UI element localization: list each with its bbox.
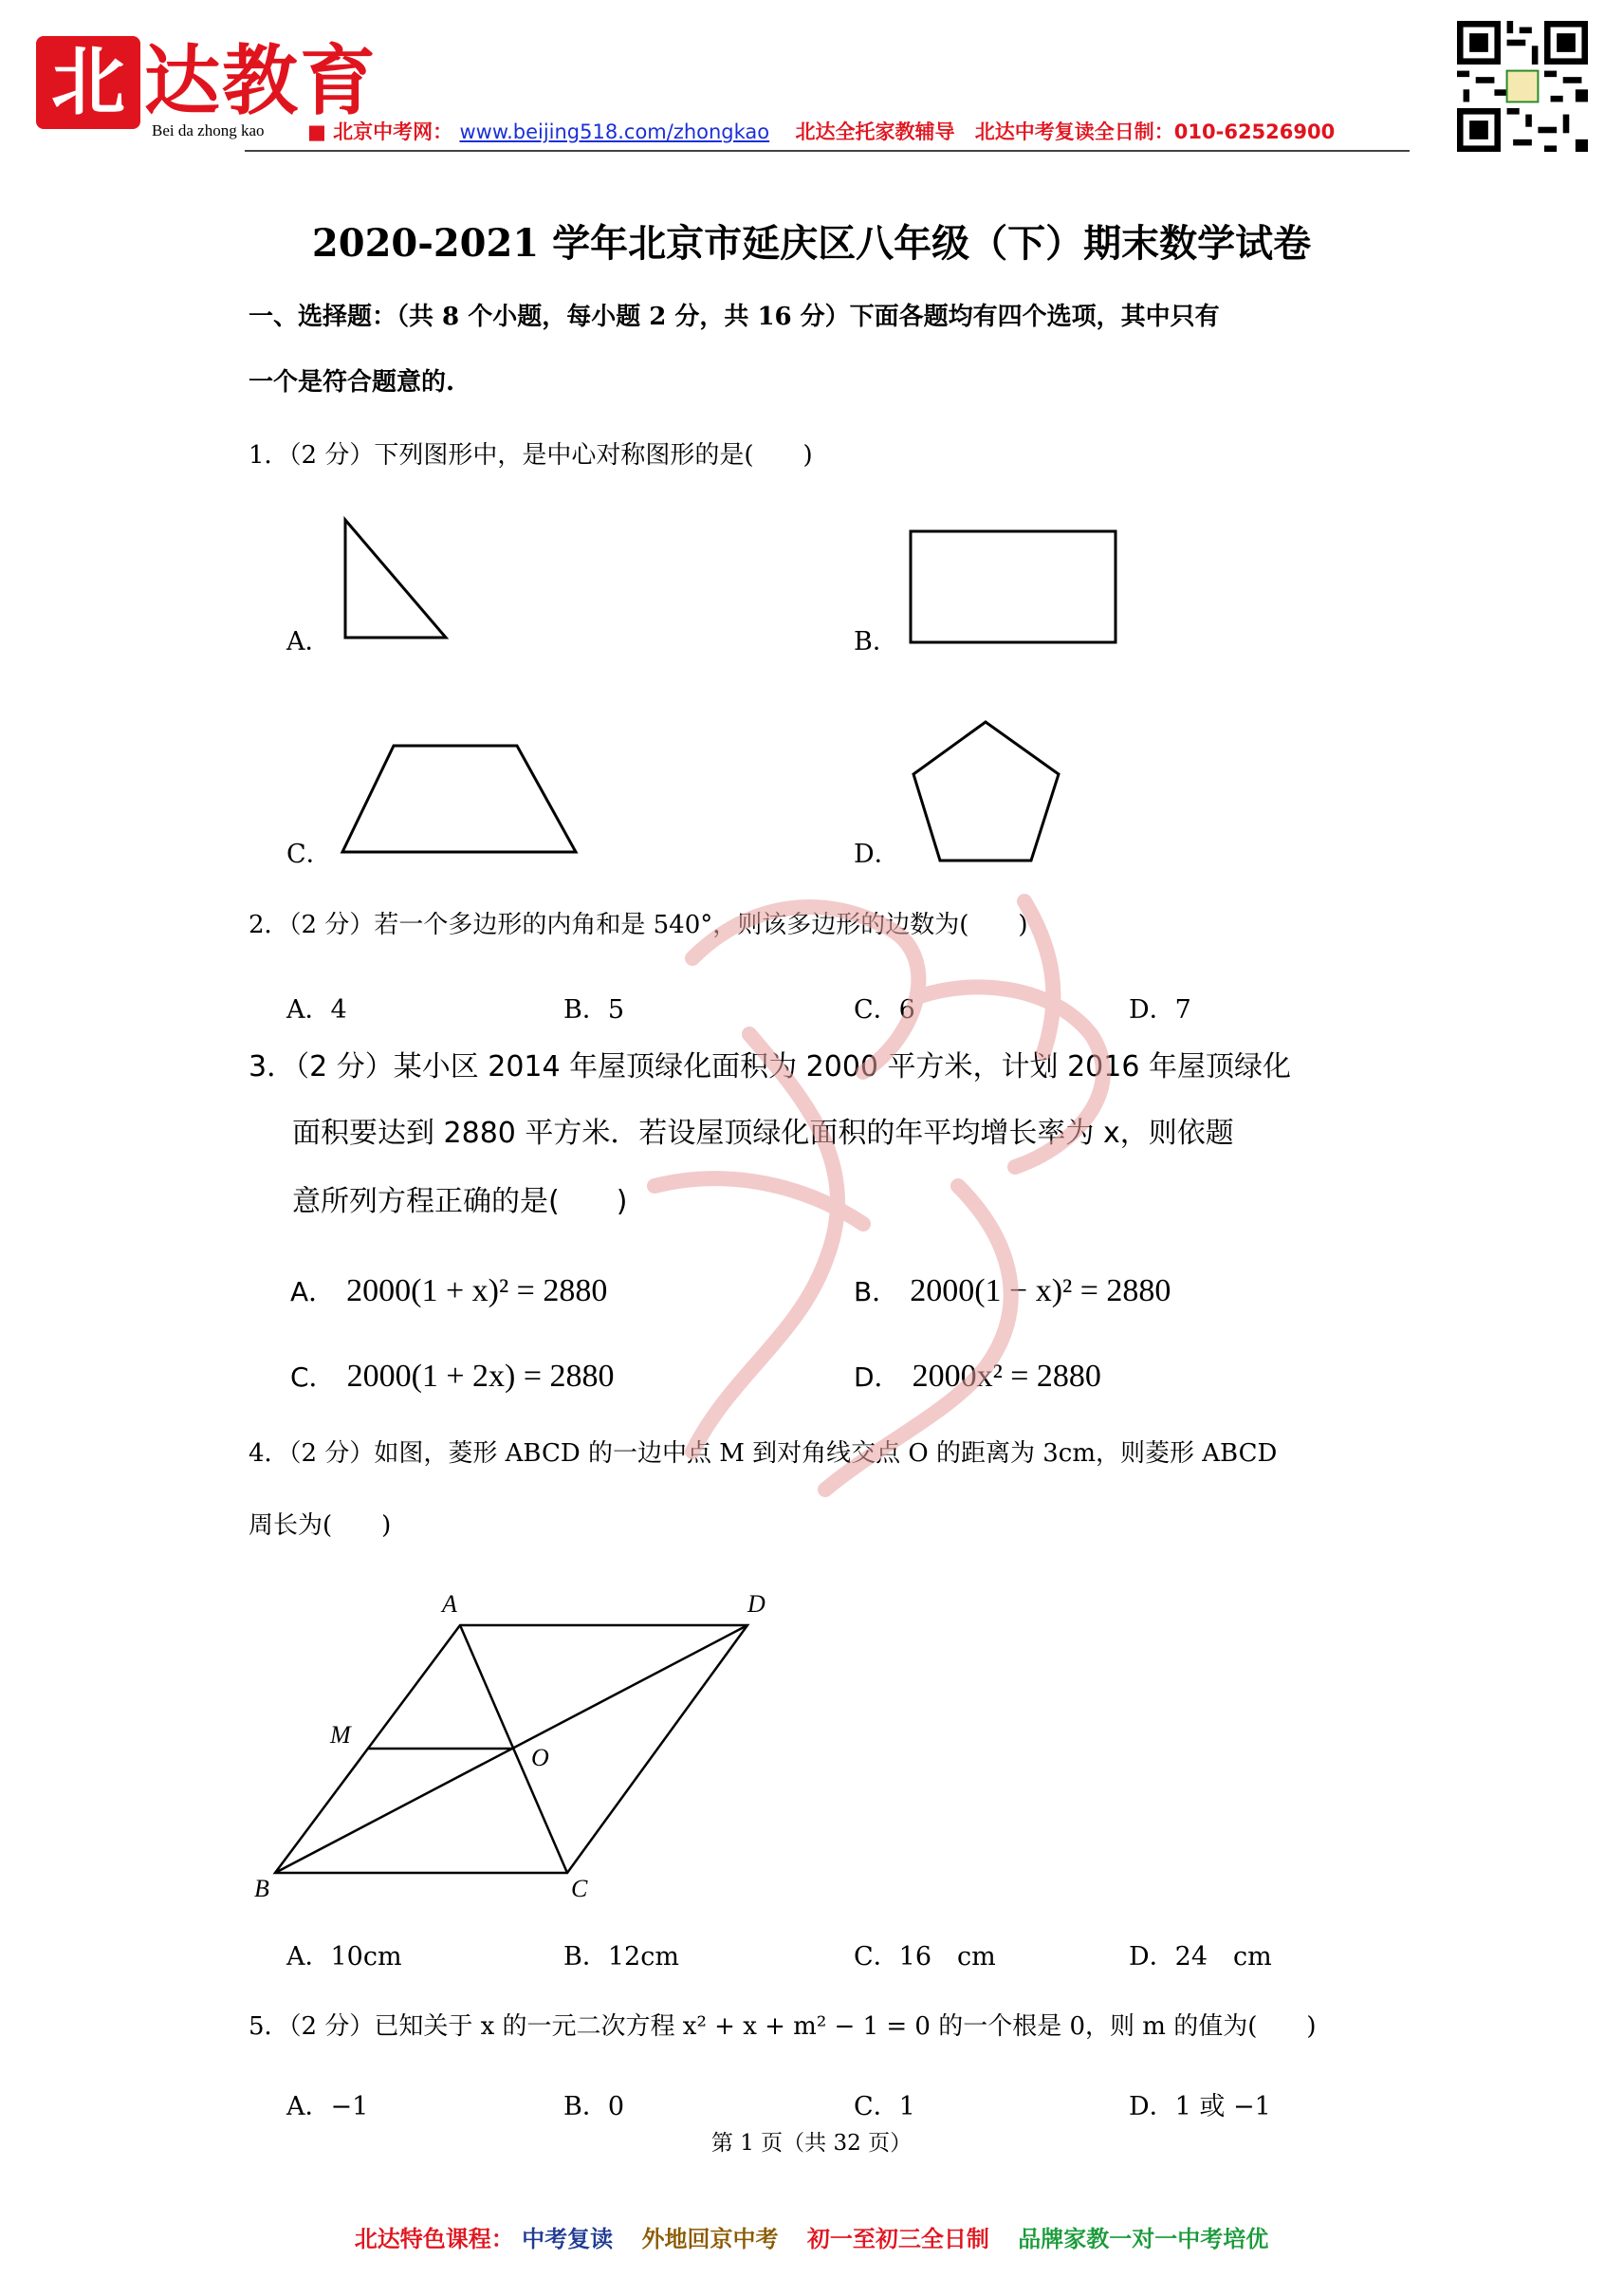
q5-option-b: B．0 <box>563 2092 625 2121</box>
vertex-label-c: C <box>571 1875 588 1902</box>
page-title: 2020-2021 学年北京市延庆区八年级（下）期末数学试卷 <box>311 221 1312 266</box>
header-divider <box>245 150 1410 152</box>
page-number: 第 1 页（共 32 页） <box>710 2131 913 2156</box>
q4-option-b: B．12cm <box>563 1942 679 1972</box>
vertex-label-a: A <box>442 1590 457 1618</box>
q1-trapezoid-figure <box>337 740 583 859</box>
q5-option-c: C．1 <box>854 2092 915 2121</box>
header-contact-line <box>307 117 1335 145</box>
question-4-line-2: 周长为( ) <box>249 1511 392 1540</box>
point-label-m: M <box>330 1721 351 1749</box>
q3-option-d: D． 2000x² = 2880 <box>854 1359 1101 1394</box>
logo-subtitle: Bei da zhong kao <box>152 121 265 139</box>
question-4-line-1: 4．（2 分）如图，菱形 ABCD 的一边中点 M 到对角线交点 O 的距离为 3cm，则菱形 ABCD <box>249 1439 1278 1468</box>
question-3-line-1: 3．（2 分）某小区 2014 年屋顶绿化面积为 2000 平方米，计划 2016 年屋顶绿化 <box>249 1050 1291 1083</box>
site-link[interactable]: www.beijing518.com/zhongkao <box>459 120 770 143</box>
q3-option-c: C． 2000(1 + 2x) = 2880 <box>290 1359 615 1394</box>
q1-option-b-label: B． <box>854 627 898 657</box>
q2-option-d: D．7 <box>1129 995 1191 1025</box>
q5-option-a: A．−1 <box>286 2092 369 2121</box>
q4-option-d: D．24 cm <box>1129 1942 1272 1972</box>
site-label: 北京中考网： <box>333 120 453 143</box>
q4-option-c: C．16 cm <box>854 1942 996 1972</box>
logo-text: 达教育 <box>144 36 378 125</box>
question-3-line-3: 意所列方程正确的是( ) <box>292 1185 628 1218</box>
question-1-stem: 1．（2 分）下列图形中，是中心对称图形的是( ) <box>249 441 813 470</box>
q2-option-a: A．4 <box>286 995 347 1025</box>
rhombus-figure <box>247 1580 797 1902</box>
q1-option-d-label: D． <box>854 840 900 869</box>
q4-option-a: A．10cm <box>286 1942 402 1972</box>
section-heading-cont: 一个是符合题意的. <box>249 368 455 397</box>
point-label-o: O <box>531 1744 549 1771</box>
q2-option-c: C．6 <box>854 995 915 1025</box>
q3-option-a: A． 2000(1 + x)² = 2880 <box>290 1273 608 1308</box>
q1-triangle-figure <box>332 512 455 645</box>
section-heading: 一、选择题：（共 8 个小题，每小题 2 分，共 16 分）下面各题均有四个选项，其中只有 <box>249 303 1220 331</box>
q1-option-a-label: A． <box>286 627 331 657</box>
footer-courses: 北达特色课程： 中考复读 外地回京中考 初一至初三全日制 品牌家教一对一中考培优 <box>354 2226 1269 2252</box>
question-5-stem: 5．（2 分）已知关于 x 的一元二次方程 x² + x + m² − 1 = 0 的一个根是 0，则 m 的值为( ) <box>249 2012 1317 2041</box>
bullet-icon: ■ <box>307 120 326 143</box>
q3-option-b: B． 2000(1 − x)² = 2880 <box>854 1273 1171 1308</box>
q5-option-d: D．1 或 −1 <box>1129 2092 1271 2121</box>
q1-pentagon-figure <box>906 716 1067 868</box>
q1-rectangle-figure <box>906 527 1124 650</box>
qr-code-icon <box>1457 21 1588 152</box>
q1-option-c-label: C． <box>286 840 332 869</box>
question-3-line-2: 面积要达到 2880 平方米．若设屋顶绿化面积的年平均增长率为 x，则依题 <box>292 1117 1234 1150</box>
vertex-label-b: B <box>254 1875 269 1902</box>
header-slogan-1: 北达全托家教辅导 <box>795 120 955 143</box>
question-2-stem: 2．（2 分）若一个多边形的内角和是 540°，则该多边形的边数为( ) <box>249 911 1028 939</box>
q2-option-b: B．5 <box>563 995 625 1025</box>
vertex-label-d: D <box>747 1590 765 1618</box>
logo-mark: 北 <box>36 36 140 129</box>
header-slogan-2: 北达中考复读全日制：010-62526900 <box>974 120 1336 143</box>
